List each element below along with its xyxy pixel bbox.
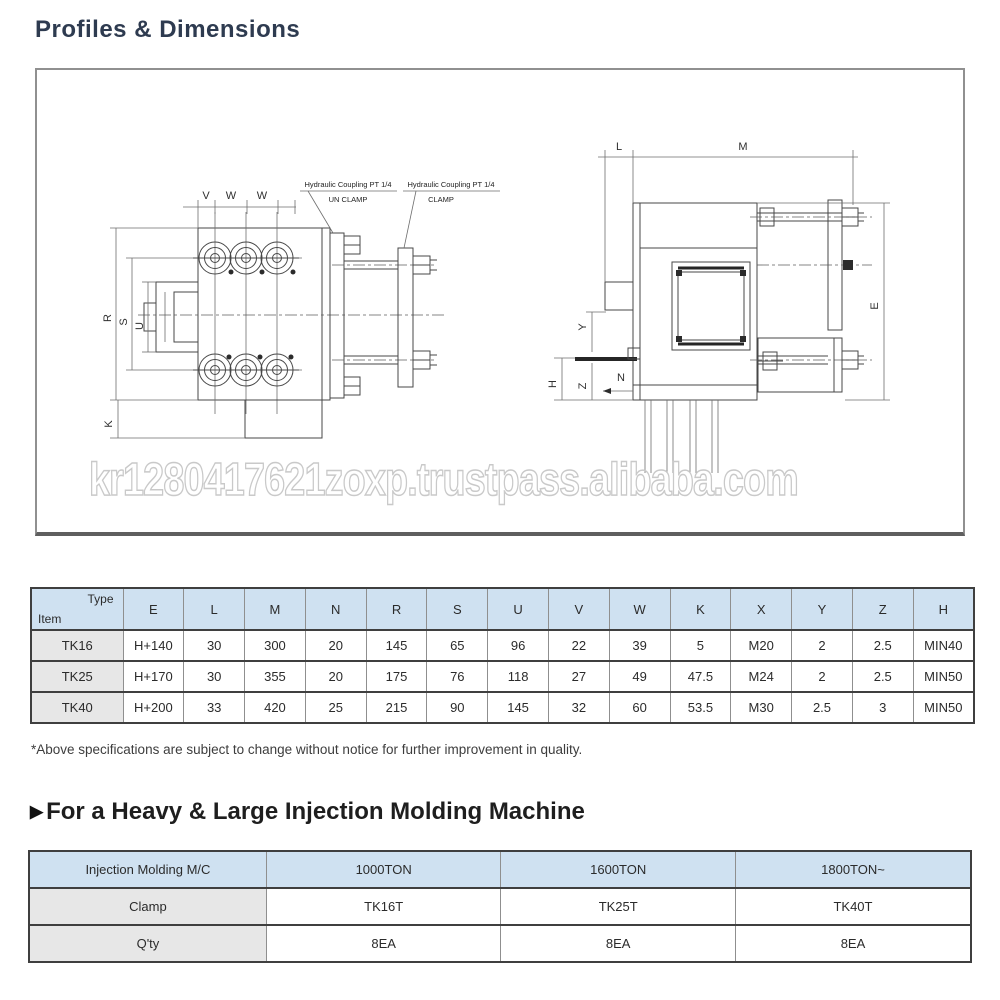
spec-col-header: L (184, 588, 245, 630)
spec-cell: 300 (245, 630, 306, 661)
dim-label-e: E (869, 302, 881, 310)
spec-item-cell: TK25 (31, 661, 123, 692)
machine-table (28, 850, 972, 963)
spec-cell: 60 (609, 692, 670, 723)
machine-cell: 8EA (266, 925, 501, 962)
dim-label-n: N (617, 372, 625, 384)
dim-label-m: M (738, 141, 748, 153)
spec-cell: 2.5 (852, 630, 913, 661)
machine-row-qty (29, 925, 971, 962)
callout-clamp-line1: Hydraulic Coupling PT 1/4 (407, 180, 495, 189)
callout-clamp (403, 180, 500, 248)
spec-cell: H+170 (123, 661, 184, 692)
spec-cell: 49 (609, 661, 670, 692)
spec-cell: 90 (427, 692, 488, 723)
dim-label-u: U (134, 322, 146, 330)
spec-cell: 53.5 (670, 692, 731, 723)
section-heading (30, 798, 585, 826)
spec-row-tk16 (31, 630, 974, 661)
callout-unclamp-line2: UN CLAMP (328, 195, 368, 204)
spec-cell: 65 (427, 630, 488, 661)
spec-cell: 30 (184, 661, 245, 692)
spec-col-header: S (427, 588, 488, 630)
spec-cell: 420 (245, 692, 306, 723)
corner-type-label: Type (87, 592, 114, 606)
machine-cell: 1000TON (266, 851, 501, 888)
spec-table (30, 587, 975, 724)
spec-cell: M30 (731, 692, 792, 723)
dim-rsu (102, 228, 198, 400)
spec-cell: M20 (731, 630, 792, 661)
spec-cell: H+140 (123, 630, 184, 661)
triangle-bullet-icon: ▶ (30, 802, 44, 821)
spec-cell: 22 (548, 630, 609, 661)
dim-label-w1: W (225, 190, 237, 202)
spec-corner-cell (31, 588, 123, 630)
section-heading-text: For a Heavy & Large Injection Molding Machine (46, 798, 585, 825)
spec-col-header: V (548, 588, 609, 630)
spec-row-tk25 (31, 661, 974, 692)
spec-cell: 25 (305, 692, 366, 723)
dim-label-s: S (118, 318, 130, 326)
spec-col-header: R (366, 588, 427, 630)
corner-item-label: Item (38, 612, 62, 626)
drawing-panel (35, 68, 965, 536)
spec-cell: 20 (305, 661, 366, 692)
spec-col-header: U (488, 588, 549, 630)
callout-unclamp (300, 180, 397, 233)
spec-item-cell: TK16 (31, 630, 123, 661)
spec-cell: 27 (548, 661, 609, 692)
dim-yhzn (547, 312, 633, 400)
spec-cell: MIN50 (913, 661, 974, 692)
spec-cell: 145 (366, 630, 427, 661)
spec-cell: 2.5 (852, 661, 913, 692)
dim-label-l: L (615, 141, 623, 153)
dim-k (103, 400, 245, 438)
spec-header-row (31, 588, 974, 630)
spec-cell: 96 (488, 630, 549, 661)
machine-cell: 1600TON (501, 851, 736, 888)
spec-cell: H+200 (123, 692, 184, 723)
spec-col-header: M (245, 588, 306, 630)
spec-cell: 5 (670, 630, 731, 661)
spec-col-header: N (305, 588, 366, 630)
spec-cell: MIN50 (913, 692, 974, 723)
machine-row-label: Injection Molding M/C (29, 851, 266, 888)
callout-clamp-line2: CLAMP (428, 195, 454, 204)
dim-label-w2: W (256, 190, 268, 202)
machine-cell: 1800TON~ (735, 851, 971, 888)
page-title: Profiles & Dimensions (35, 16, 301, 43)
spec-cell: MIN40 (913, 630, 974, 661)
spec-cell: 2 (792, 630, 853, 661)
spec-note: *Above specifications are subject to change without notice for further improvement in quality. (31, 742, 583, 757)
machine-cell: TK40T (735, 888, 971, 925)
dim-label-k: K (103, 420, 115, 428)
machine-cell: TK16T (266, 888, 501, 925)
dim-label-v: V (202, 190, 210, 202)
machine-row-label: Clamp (29, 888, 266, 925)
spec-col-header: E (123, 588, 184, 630)
spec-cell: 355 (245, 661, 306, 692)
machine-cell: TK25T (501, 888, 736, 925)
machine-row-label: Q'ty (29, 925, 266, 962)
spec-cell: M24 (731, 661, 792, 692)
dim-label-z: Z (577, 382, 589, 390)
machine-header-row (29, 851, 971, 888)
dim-lm (598, 141, 858, 282)
spec-cell: 2 (792, 661, 853, 692)
callout-unclamp-line1: Hydraulic Coupling PT 1/4 (304, 180, 392, 189)
dim-vww (183, 190, 296, 228)
spec-cell: 3 (852, 692, 913, 723)
spec-cell: 76 (427, 661, 488, 692)
spec-row-tk40 (31, 692, 974, 723)
spec-col-header: Z (852, 588, 913, 630)
spec-cell: 32 (548, 692, 609, 723)
spec-cell: 175 (366, 661, 427, 692)
watermark: kr1280417621zoxp.trustpass.alibaba.com (89, 453, 798, 505)
machine-cell: 8EA (735, 925, 971, 962)
spec-col-header: Y (792, 588, 853, 630)
dim-label-r: R (102, 314, 114, 322)
spec-col-header: W (609, 588, 670, 630)
spec-cell: 47.5 (670, 661, 731, 692)
spec-cell: 145 (488, 692, 549, 723)
machine-cell: 8EA (501, 925, 736, 962)
side-view-drawing (547, 141, 890, 473)
spec-cell: 39 (609, 630, 670, 661)
spec-cell: 2.5 (792, 692, 853, 723)
spec-col-header: X (731, 588, 792, 630)
spec-col-header: H (913, 588, 974, 630)
spec-col-header: K (670, 588, 731, 630)
spec-cell: 215 (366, 692, 427, 723)
spec-cell: 20 (305, 630, 366, 661)
spec-cell: 33 (184, 692, 245, 723)
dim-label-h: H (547, 380, 559, 388)
dim-label-y: Y (577, 323, 589, 331)
spec-cell: 118 (488, 661, 549, 692)
spec-item-cell: TK40 (31, 692, 123, 723)
spec-cell: 30 (184, 630, 245, 661)
front-view-drawing (102, 180, 500, 438)
machine-row-clamp (29, 888, 971, 925)
